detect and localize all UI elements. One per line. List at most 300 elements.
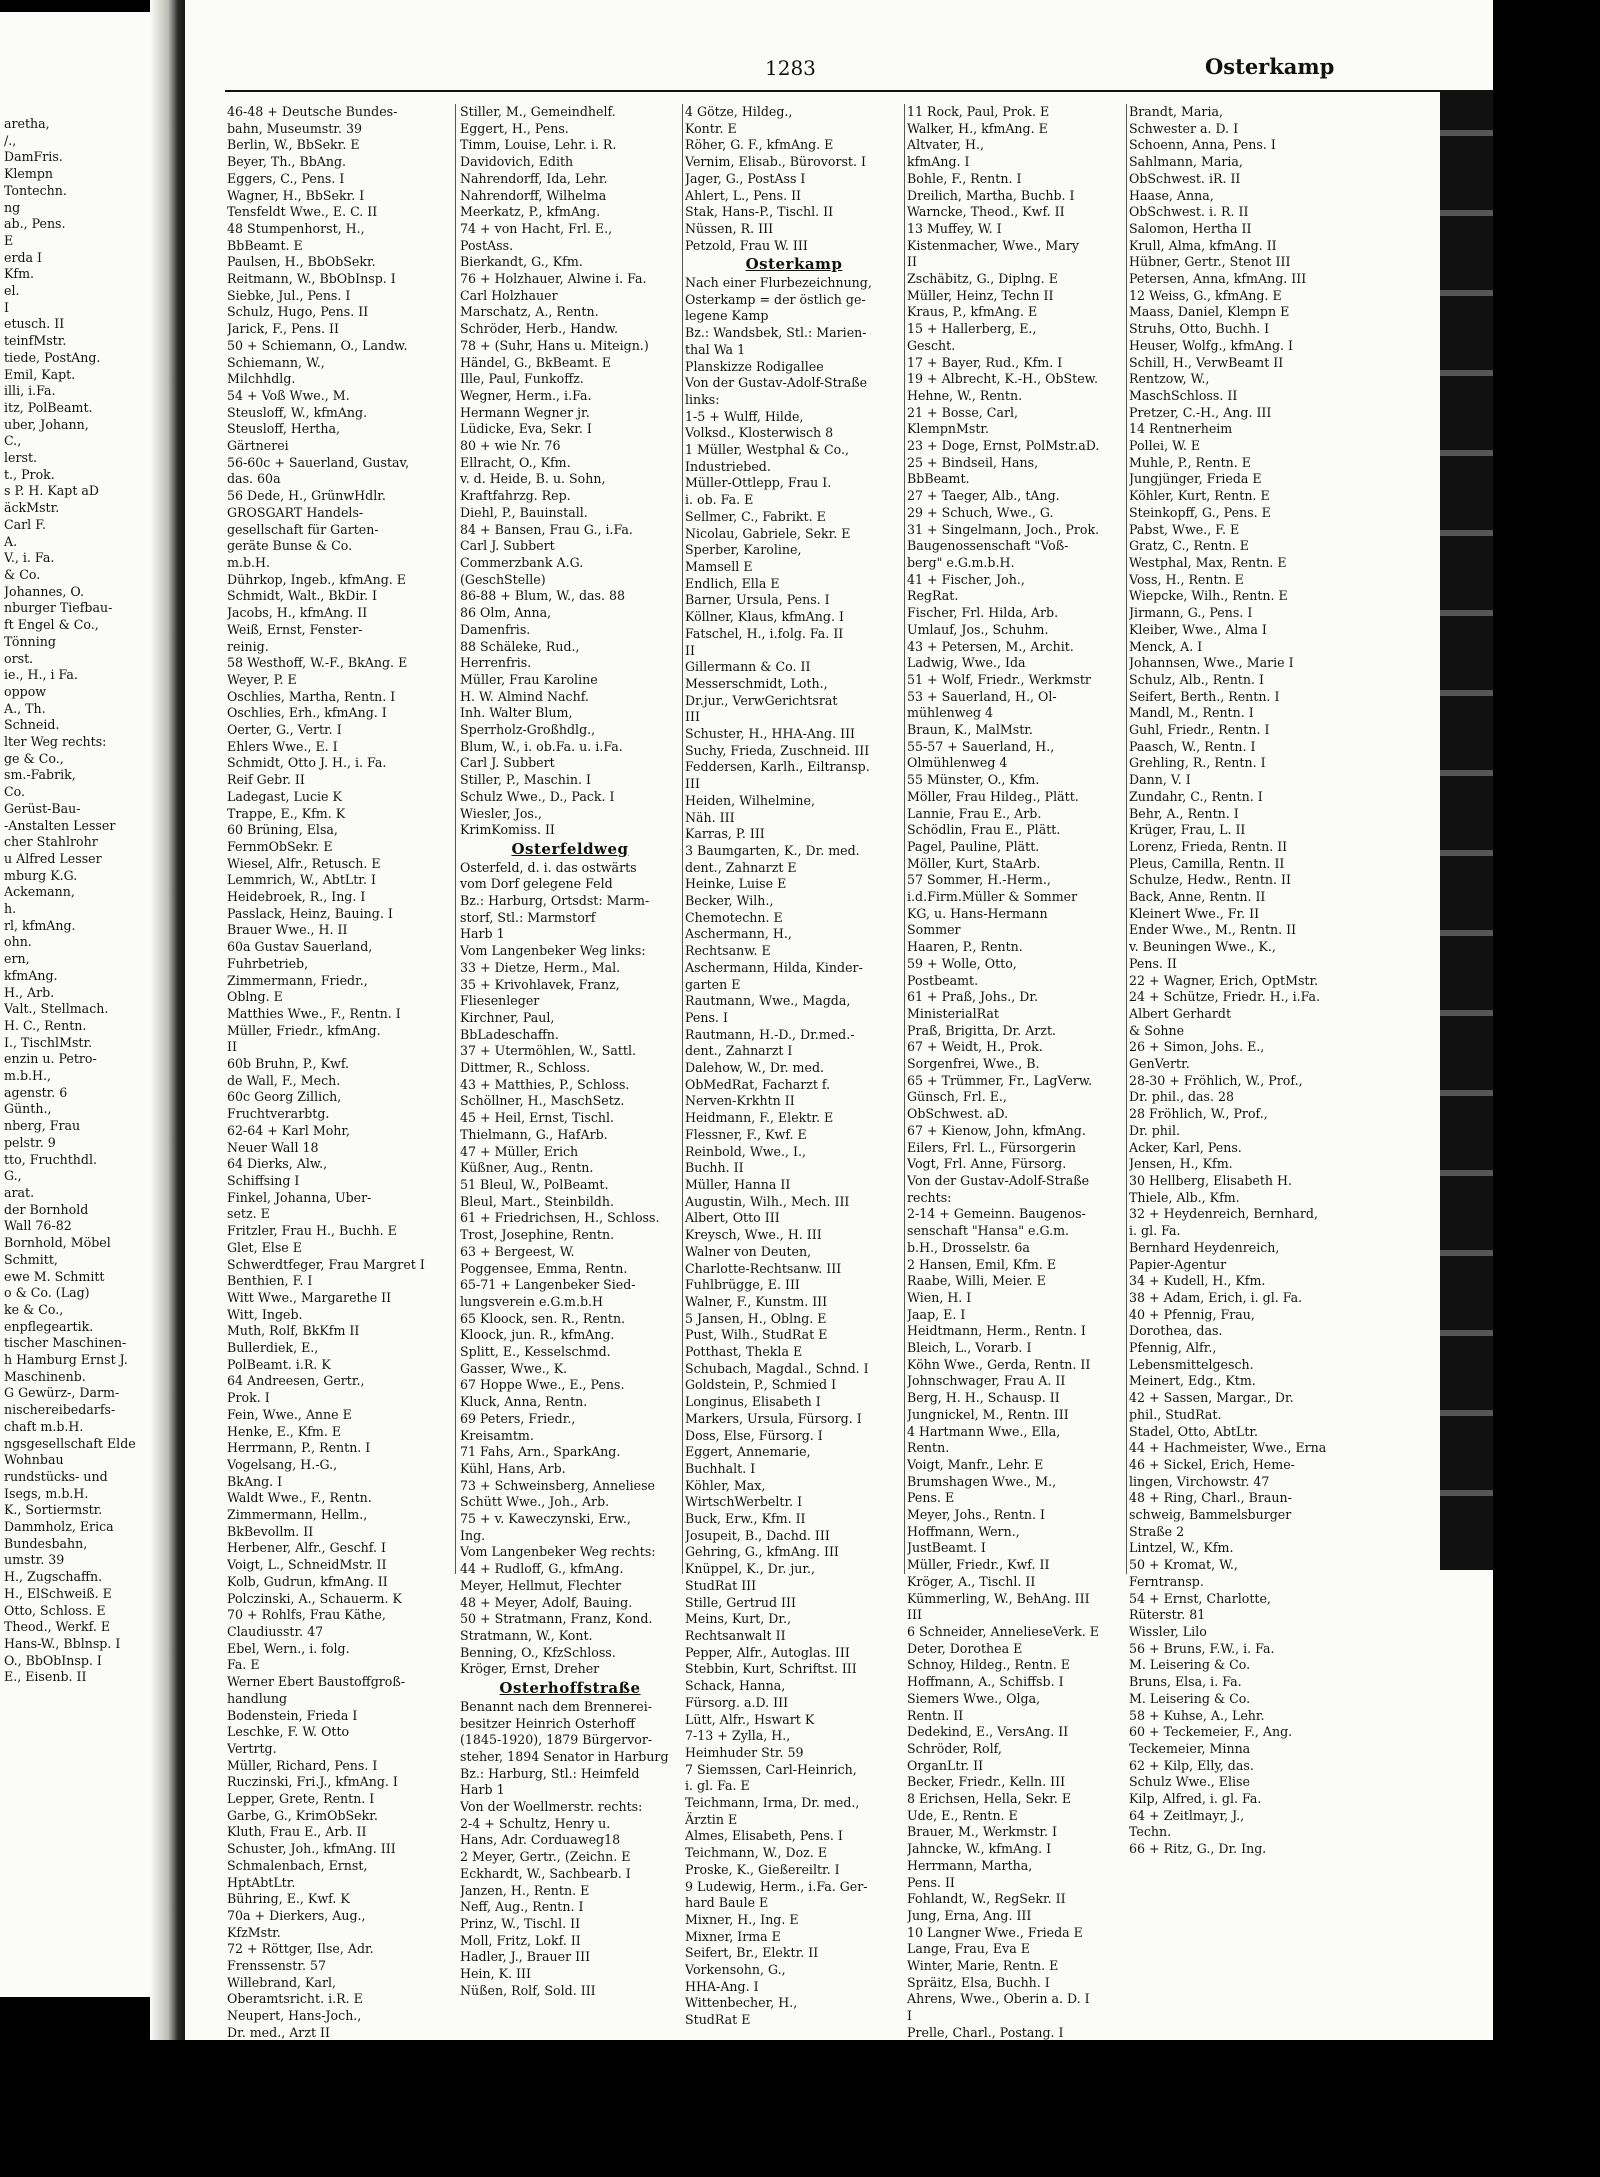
directory-entry: Thiele, Alb., Kfm. <box>1129 1189 1240 1205</box>
directory-entry: Möller, Frau Hildeg., Plätt. <box>907 788 1079 804</box>
column-divider <box>904 104 905 1574</box>
directory-entry: 37 + Utermöhlen, W., Sattl. <box>460 1043 637 1059</box>
directory-entry: Flessner, F., Kwf. E <box>685 1126 807 1142</box>
directory-entry: E <box>4 232 14 248</box>
directory-entry: Herrmann, P., Rentn. I <box>227 1440 371 1456</box>
directory-entry: E., Eisenb. II <box>4 1669 87 1685</box>
directory-entry: Müller, Frau Karoline <box>460 671 598 687</box>
directory-entry: Spräitz, Elsa, Buchh. I <box>907 1974 1050 1990</box>
directory-entry: Doss, Else, Fürsorg. I <box>685 1427 823 1443</box>
directory-entry: Garbe, G., KrimObSekr. <box>227 1807 378 1823</box>
directory-entry: Fohlandt, W., RegSekr. II <box>907 1891 1066 1907</box>
directory-entry: Fliesenleger <box>460 993 540 1009</box>
directory-entry: III <box>685 709 700 725</box>
running-head: Osterkamp <box>1205 54 1335 79</box>
directory-entry: Kreysch, Wwe., H. III <box>685 1227 822 1243</box>
directory-entry: Werner Ebert Baustoffgroß- <box>227 1674 406 1690</box>
directory-entry: Finkel, Johanna, Uber- <box>227 1189 372 1205</box>
directory-entry: Harb 1 <box>460 1782 505 1798</box>
directory-entry: Meyer, Hellmut, Flechter <box>460 1577 622 1593</box>
directory-entry: i. gl. Fa. <box>1129 1223 1181 1239</box>
directory-column-2 <box>460 104 680 1999</box>
directory-entry: Johannes, O. <box>4 583 84 599</box>
directory-entry: Fürsorg. a.D. III <box>685 1694 789 1710</box>
directory-entry: Kleiber, Wwe., Alma I <box>1129 621 1267 637</box>
directory-entry: Schulz, Hugo, Pens. II <box>227 304 369 320</box>
directory-entry: reinig. <box>227 638 269 654</box>
directory-entry: Heidebroek, R., Ing. I <box>227 889 366 905</box>
directory-entry: 60a Gustav Sauerland, <box>227 939 373 955</box>
directory-entry: Pens. II <box>907 1874 955 1890</box>
directory-entry: 31 + Singelmann, Joch., Prok. <box>907 521 1100 537</box>
directory-entry: Voigt, L., SchneidMstr. II <box>227 1557 387 1573</box>
directory-entry: 64 Andreesen, Gertr., <box>227 1373 365 1389</box>
directory-entry: M. Leisering & Co. <box>1129 1690 1251 1706</box>
directory-entry: 63 + Bergeest, W. <box>460 1243 575 1259</box>
directory-entry: das. 60a <box>227 471 281 487</box>
directory-entry: Berlin, W., BbSekr. E <box>227 137 360 153</box>
directory-entry: GROSGART Handels- <box>227 504 364 520</box>
directory-entry: Eckhardt, W., Sachbearb. I <box>460 1865 631 1881</box>
directory-entry: Brandt, Maria, <box>1129 104 1223 119</box>
directory-entry: Benthien, F. I <box>227 1273 313 1289</box>
directory-entry: /., <box>4 132 17 148</box>
directory-entry: 66 + Ritz, G., Dr. Ing. <box>1129 1841 1267 1857</box>
directory-entry: Hoffmann, A., Schiffsb. I <box>907 1674 1064 1690</box>
page-header <box>185 50 1485 90</box>
directory-entry: 10 Langner Wwe., Frieda E <box>907 1924 1083 1940</box>
directory-entry: Oschlies, Erh., kfmAng. I <box>227 705 387 721</box>
directory-entry: Meerkatz, P., kfmAng. <box>460 204 601 220</box>
directory-entry: 15 + Hallerberg, E., <box>907 321 1037 337</box>
directory-entry: 67 Hoppe Wwe., E., Pens. <box>460 1377 625 1393</box>
directory-entry: Endlich, Ella E <box>685 575 780 591</box>
directory-entry: Karras, P. III <box>685 826 765 842</box>
directory-entry: 54 + Ernst, Charlotte, <box>1129 1590 1271 1606</box>
directory-entry: 3 Baumgarten, K., Dr. med. <box>685 842 860 858</box>
directory-entry: BkBevollm. II <box>227 1523 314 1539</box>
directory-entry: 60c Georg Zillich, <box>227 1089 342 1105</box>
directory-entry: Brauer Wwe., H. II <box>227 922 348 938</box>
directory-entry: ft Engel & Co., <box>4 617 99 633</box>
directory-entry: 86 Olm, Anna, <box>460 605 552 621</box>
directory-entry: Siebke, Jul., Pens. I <box>227 287 351 303</box>
directory-entry: Heimhuder Str. 59 <box>685 1744 804 1760</box>
directory-entry: ke & Co., <box>4 1301 64 1317</box>
directory-entry: Bierkandt, G., Kfm. <box>460 254 583 270</box>
directory-entry: 2 Meyer, Gertr., (Zeichn. E <box>460 1849 631 1865</box>
directory-entry: Herrenfris. <box>460 655 532 671</box>
directory-entry: PostAss. <box>460 237 514 253</box>
directory-entry: dent., Zahnarzt I <box>685 1043 793 1059</box>
directory-entry: Krüger, Frau, L. II <box>1129 822 1246 838</box>
directory-entry: Kirchner, Paul, <box>460 1009 555 1025</box>
directory-entry: cher Stahlrohr <box>4 834 98 850</box>
directory-entry: Albert Gerhardt <box>1129 1005 1232 1021</box>
directory-entry: Von der Woellmerstr. rechts: <box>460 1799 643 1815</box>
directory-entry: 50 + Stratmann, Franz, Kond. <box>460 1611 653 1627</box>
directory-entry: 6 Schneider, AnnelieseVerk. E <box>907 1623 1099 1639</box>
directory-entry: Umlauf, Jos., Schuhm. <box>907 621 1049 637</box>
directory-entry: Hans-W., Bblnsp. I <box>4 1635 121 1651</box>
directory-entry: arat. <box>4 1185 35 1200</box>
directory-entry: Sahlmann, Maria, <box>1129 154 1243 170</box>
directory-entry: 51 Bleul, W., PolBeamt. <box>460 1177 609 1192</box>
directory-entry: Gehring, G., kfmAng. III <box>685 1544 839 1560</box>
directory-entry: Buchhalt. I <box>685 1460 756 1476</box>
directory-entry: Meyer, Johs., Rentn. I <box>907 1507 1045 1523</box>
directory-entry: Oerter, G., Vertr. I <box>227 722 342 738</box>
directory-entry: 56 Dede, H., GrünwHdlr. <box>227 488 386 504</box>
directory-entry: Eggers, C., Pens. I <box>227 170 345 186</box>
directory-entry: Stratmann, W., Kont. <box>460 1627 593 1643</box>
directory-entry: Schulz, Alb., Rentn. I <box>1129 671 1264 687</box>
directory-entry: Köhn Wwe., Gerda, Rentn. II <box>907 1356 1091 1372</box>
directory-entry: Aschermann, H., <box>685 926 792 942</box>
directory-entry: 51 + Wolf, Friedr., Werkmstr <box>907 671 1091 687</box>
directory-entry: Suchy, Frieda, Zuschneid. III <box>685 742 870 758</box>
directory-entry: (GeschStelle) <box>460 571 546 587</box>
directory-entry: Petzold, Frau W. III <box>685 237 808 253</box>
directory-entry: Rechtsanw. E <box>685 943 771 959</box>
header-rule <box>225 90 1470 92</box>
directory-entry: Stak, Hans-P., Tischl. II <box>685 204 834 220</box>
directory-entry: 1 Müller, Westphal & Co., <box>685 442 849 458</box>
directory-entry: 2-14 + Gemeinn. Baugenos- <box>907 1206 1086 1222</box>
directory-entry: bahn, Museumstr. 39 <box>227 120 362 136</box>
directory-entry: 56-60c + Sauerland, Gustav, <box>227 454 410 470</box>
directory-entry: Neff, Aug., Rentn. I <box>460 1899 584 1915</box>
directory-entry: Ahlert, L., Pens. II <box>685 187 802 203</box>
directory-entry: Krull, Alma, kfmAng. II <box>1129 237 1277 253</box>
directory-entry: Guhl, Friedr., Rentn. I <box>1129 722 1270 738</box>
directory-entry: Johnschwager, Frau A. II <box>907 1373 1066 1389</box>
directory-entry: Kistenmacher, Wwe., Mary <box>907 237 1079 253</box>
directory-entry: Fein, Wwe., Anne E <box>227 1406 352 1422</box>
directory-entry: ge & Co., <box>4 750 64 766</box>
directory-entry: Damenfris. <box>460 621 531 637</box>
directory-entry: t., Prok. <box>4 466 55 482</box>
directory-entry: Schmalenbach, Ernst, <box>227 1857 368 1873</box>
directory-entry: Pens. E <box>907 1490 955 1506</box>
directory-entry: GenVertr. <box>1129 1056 1190 1072</box>
directory-entry: 75 + v. Kaweczynski, Erw., <box>460 1511 631 1527</box>
directory-entry: Kloock, jun. R., kfmAng. <box>460 1327 615 1343</box>
directory-entry: itz, PolBeamt. <box>4 399 93 415</box>
directory-entry: Nach einer Flurbezeichnung, <box>685 275 872 291</box>
directory-entry: agenstr. 6 <box>4 1084 68 1100</box>
directory-entry: Schulz Wwe., D., Pack. I <box>460 788 615 804</box>
directory-entry: 65-71 + Langenbeker Sied- <box>460 1277 636 1293</box>
directory-entry: Reif Gebr. II <box>227 772 305 788</box>
directory-entry: Ille, Paul, Funkoffz. <box>460 371 584 387</box>
directory-entry: Bullerdiek, E., <box>227 1340 319 1356</box>
directory-entry: mburg K.G. <box>4 867 78 883</box>
directory-entry: Gillermann & Co. II <box>685 659 811 675</box>
directory-entry: Dedekind, E., VersAng. II <box>907 1724 1069 1740</box>
directory-entry: Stiller, P., Maschin. I <box>460 772 591 788</box>
directory-entry: Planskizze Rodigallee <box>685 358 824 374</box>
directory-entry: Osterfeld, d. i. das ostwärts <box>460 859 637 875</box>
directory-entry: Hoffmann, Wern., <box>907 1523 1020 1539</box>
directory-entry: 76 + Holzhauer, Alwine i. Fa. <box>460 271 647 287</box>
directory-entry: Lintzel, W., Kfm. <box>1129 1540 1234 1556</box>
directory-entry: Haase, Anna, <box>1129 187 1214 203</box>
directory-entry: 58 Westhoff, W.-F., BkAng. E <box>227 655 408 671</box>
column-divider <box>455 104 456 1574</box>
directory-entry: Nerven-Krkhtn II <box>685 1093 795 1109</box>
directory-entry: 67 + Weidt, H., Prok. <box>907 1039 1043 1055</box>
directory-entry: Schütt Wwe., Joh., Arb. <box>460 1494 610 1510</box>
directory-entry: Vom Langenbeker Weg rechts: <box>460 1544 656 1560</box>
directory-entry: Becker, Wilh., <box>685 893 774 909</box>
directory-entry: 26 + Simon, Johs. E., <box>1129 1039 1265 1055</box>
directory-entry: 22 + Wagner, Erich, OptMstr. <box>1129 972 1319 988</box>
directory-entry: Brumshagen Wwe., M., <box>907 1473 1057 1489</box>
directory-entry: Ahrens, Wwe., Oberin a. D. I <box>907 1991 1090 2007</box>
directory-entry: mühlenweg 4 <box>907 705 994 721</box>
directory-entry: Kröger, A., Tischl. II <box>907 1573 1036 1589</box>
directory-entry: Straße 2 <box>1129 1523 1185 1539</box>
directory-entry: Davidovich, Edith <box>460 154 574 170</box>
directory-entry: 21 + Bosse, Carl, <box>907 404 1019 420</box>
directory-entry: Steusloff, W., kfmAng. <box>227 404 368 420</box>
directory-entry: HHA-Ang. I <box>685 1978 759 1994</box>
directory-entry: handlung <box>227 1690 288 1706</box>
directory-entry: KfzMstr. <box>227 1924 281 1940</box>
directory-entry: Schubach, Magdal., Schnd. I <box>685 1360 869 1376</box>
directory-entry: Industriebed. <box>685 458 771 474</box>
directory-entry: Behr, A., Rentn. I <box>1129 805 1239 821</box>
directory-entry: Theod., Werkf. E <box>4 1619 111 1635</box>
directory-entry: Lemmrich, W., AbtLtr. I <box>227 872 376 888</box>
directory-entry: Almes, Elisabeth, Pens. I <box>685 1828 843 1844</box>
directory-entry: II <box>907 254 917 270</box>
directory-entry: Tontechn. <box>4 182 67 198</box>
directory-entry: 54 + Voß Wwe., M. <box>227 387 350 403</box>
directory-entry: Dr. med., Arzt II <box>227 2024 330 2040</box>
directory-entry: -Anstalten Lesser <box>4 817 116 833</box>
directory-entry: Prinz, W., Tischl. II <box>460 1915 581 1931</box>
directory-entry: C., <box>4 433 22 449</box>
directory-column-5 <box>1129 104 1347 1858</box>
directory-entry: 88 Schäleke, Rud., <box>460 638 580 654</box>
directory-entry: JustBeamt. I <box>907 1540 986 1556</box>
directory-entry: 70 + Rohlfs, Frau Käthe, <box>227 1607 386 1623</box>
directory-entry: A., Th. <box>4 700 46 716</box>
directory-entry: Schmidt, Walt., BkDir. I <box>227 588 377 604</box>
directory-entry: Petersen, Anna, kfmAng. III <box>1129 271 1307 287</box>
directory-column-1 <box>227 104 452 2058</box>
directory-entry: H. W. Almind Nachf. <box>460 688 589 704</box>
directory-entry: ohn. <box>4 934 32 950</box>
directory-entry: ngsgesellschaft Elde <box>4 1435 136 1451</box>
directory-entry: nburger Tiefbau- <box>4 600 113 616</box>
directory-entry: Marschatz, A., Rentn. <box>460 304 599 320</box>
directory-entry: 13 Muffey, W. I <box>907 220 1002 236</box>
directory-entry: Günsch, Frl. E., <box>907 1089 1007 1105</box>
directory-entry: Teckemeier, Minna <box>1129 1740 1251 1756</box>
directory-entry: Kreisamtm. <box>460 1427 534 1443</box>
directory-entry: Nahrendorff, Wilhelma <box>460 187 607 203</box>
directory-entry: Sommer <box>907 922 961 938</box>
directory-entry: Fritzler, Frau H., Buchh. E <box>227 1223 397 1239</box>
directory-entry: Müller-Ottlepp, Frau I. <box>685 475 832 491</box>
directory-entry: BbBeamt. <box>907 471 970 487</box>
directory-entry: Hein, K. III <box>460 1966 531 1982</box>
directory-entry: 55 Münster, O., Kfm. <box>907 772 1040 788</box>
directory-entry: Commerzbank A.G. <box>460 554 584 570</box>
directory-entry: 65 + Trümmer, Fr., LagVerw. <box>907 1072 1093 1088</box>
directory-entry: Ing. <box>460 1527 486 1543</box>
directory-entry: Muth, Rolf, BkKfm II <box>227 1323 360 1339</box>
directory-entry: Barner, Ursula, Pens. I <box>685 592 830 608</box>
directory-entry: Kontr. E <box>685 120 737 136</box>
directory-entry: enzin u. Petro- <box>4 1051 97 1067</box>
directory-entry: Rautmann, H.-D., Dr.med.- <box>685 1026 855 1042</box>
directory-entry: BkAng. I <box>227 1473 283 1489</box>
directory-entry: Steinkopff, G., Pens. E <box>1129 504 1271 520</box>
directory-entry: II <box>685 642 695 658</box>
directory-entry: 61 + Praß, Johs., Dr. <box>907 989 1038 1005</box>
directory-entry: kfmAng. I <box>907 154 970 170</box>
directory-entry: steher, 1894 Senator in Harburg <box>460 1748 669 1764</box>
directory-entry: Glet, Else E <box>227 1239 302 1255</box>
directory-entry: Röher, G. F., kfmAng. E <box>685 137 834 153</box>
directory-entry: Ellracht, O., Kfm. <box>460 454 571 470</box>
directory-entry: Prok. I <box>227 1390 270 1406</box>
directory-entry: Zimmermann, Friedr., <box>227 972 368 988</box>
directory-entry: Nahrendorff, Ida, Lehr. <box>460 170 608 186</box>
directory-entry: Sellmer, C., Fabrikt. E <box>685 508 826 524</box>
directory-entry: Jirmann, G., Pens. I <box>1129 605 1253 621</box>
directory-entry: Wegner, Herm., i.Fa. <box>460 387 592 403</box>
directory-entry: Braun, K., MalMstr. <box>907 722 1033 738</box>
directory-entry: Oberamtsricht. i.R. E <box>227 1991 363 2007</box>
directory-entry: setz. E <box>227 1206 270 1222</box>
directory-entry: Schoenn, Anna, Pens. I <box>1129 137 1276 153</box>
directory-entry: 43 + Petersen, M., Archit. <box>907 638 1074 654</box>
directory-entry: Buck, Erw., Kfm. II <box>685 1511 806 1527</box>
directory-entry: Altvater, H., <box>907 137 984 153</box>
directory-entry: Jung, Erna, Ang. III <box>907 1907 1032 1923</box>
directory-entry: Schwerdtfeger, Frau Margret I <box>227 1256 425 1272</box>
directory-entry: A. <box>4 533 18 549</box>
directory-entry: 43 + Matthies, P., Schloss. <box>460 1076 630 1092</box>
directory-entry: Zimmermann, Hellm., <box>227 1507 368 1523</box>
directory-entry: Tensfeldt Wwe., E. C. II <box>227 204 378 220</box>
directory-entry: 71 Fahs, Arn., SparkAng. <box>460 1444 621 1460</box>
directory-entry: Ladegast, Lucie K <box>227 788 342 804</box>
directory-entry: el. <box>4 283 20 299</box>
directory-entry: Herrmann, Martha, <box>907 1857 1033 1873</box>
directory-entry: 9 Ludewig, Herm., i.Fa. Ger- <box>685 1878 868 1894</box>
directory-entry: Schneid. <box>4 717 60 733</box>
directory-entry: Meinert, Edg., Ktm. <box>1129 1373 1256 1389</box>
directory-entry: Dr.jur., VerwGerichtsrat <box>685 692 838 708</box>
directory-entry: Stadel, Otto, AbtLtr. <box>1129 1423 1259 1439</box>
directory-entry: Dr. phil. <box>1129 1122 1180 1138</box>
directory-entry: Müller, Heinz, Techn II <box>907 287 1054 303</box>
directory-entry: Schack, Hanna, <box>685 1678 786 1694</box>
directory-entry: Buchh. II <box>685 1160 744 1176</box>
directory-entry: 62 + Kilp, Elly, das. <box>1129 1757 1254 1773</box>
directory-entry: Co. <box>4 784 25 800</box>
directory-entry: Ferntransp. <box>1129 1573 1204 1589</box>
directory-entry: Benannt nach dem Brennerei- <box>460 1698 653 1714</box>
directory-entry: Menck, A. I <box>1129 638 1203 654</box>
directory-entry: Bleul, Mart., Steinbildh. <box>460 1193 614 1209</box>
directory-entry: Schuster, H., HHA-Ang. III <box>685 726 856 742</box>
directory-entry: lter Weg rechts: <box>4 734 107 750</box>
directory-entry: 23 + Doge, Ernst, PolMstr.aD. <box>907 438 1100 454</box>
directory-entry: Lorenz, Frieda, Rentn. II <box>1129 838 1288 854</box>
directory-entry: rl, kfmAng. <box>4 917 76 933</box>
directory-entry: Pretzer, C.-H., Ang. III <box>1129 404 1272 420</box>
directory-entry: Augustin, Wilh., Mech. III <box>685 1193 850 1209</box>
directory-entry: Johannsen, Wwe., Marie I <box>1129 655 1294 671</box>
directory-entry: tto, Fruchthdl. <box>4 1151 98 1167</box>
directory-entry: Weyer, P. E <box>227 671 297 687</box>
directory-entry: MaschSchloss. II <box>1129 387 1238 403</box>
directory-entry: G., <box>4 1168 22 1184</box>
directory-entry: thal Wa 1 <box>685 341 746 357</box>
directory-entry: 64 + Zeitlmayr, J., <box>1129 1807 1245 1823</box>
directory-entry: Walker, H., kfmAng. E <box>907 120 1048 136</box>
directory-entry: Longinus, Elisabeth I <box>685 1394 821 1410</box>
directory-entry: K., Sortiermstr. <box>4 1502 103 1518</box>
directory-entry: Witt, Ingeb. <box>227 1306 303 1322</box>
directory-entry: Vogelsang, H.-G., <box>227 1456 338 1472</box>
directory-entry: links: <box>685 391 720 407</box>
directory-entry: 46 + Sickel, Erich, Heme- <box>1129 1456 1295 1472</box>
directory-entry: Pens. I <box>685 1009 728 1025</box>
directory-entry: Fischer, Frl. Hilda, Arb. <box>907 605 1059 621</box>
directory-entry: b.H., Drosselstr. 6a <box>907 1239 1030 1255</box>
directory-entry: ewe M. Schmitt <box>4 1268 105 1284</box>
directory-entry: Kilp, Alfred, i. gl. Fa. <box>1129 1791 1262 1807</box>
directory-entry: Claudiusstr. 47 <box>227 1623 324 1639</box>
directory-entry: Wohnbau <box>4 1452 64 1468</box>
directory-entry: lerst. <box>4 450 38 466</box>
directory-entry: Gasser, Wwe., K. <box>460 1360 568 1376</box>
directory-entry: Janzen, H., Rentn. E <box>460 1882 590 1898</box>
directory-entry: Schöllner, H., MaschSetz. <box>460 1093 625 1109</box>
directory-entry: Schnoy, Hildeg., Rentn. E <box>907 1657 1070 1673</box>
directory-entry: Jensen, H., Kfm. <box>1129 1156 1233 1172</box>
directory-entry: berg" e.G.m.b.H. <box>907 554 1015 570</box>
directory-entry: ab., Pens. <box>4 216 66 232</box>
directory-entry: Kühl, Hans, Arb. <box>460 1460 566 1476</box>
directory-entry: I <box>4 299 9 315</box>
directory-entry: H. C., Rentn. <box>4 1017 87 1033</box>
book-gutter <box>150 0 190 2060</box>
directory-entry: 44 + Hachmeister, Wwe., Erna <box>1129 1440 1327 1456</box>
directory-entry: Köllner, Klaus, kfmAng. I <box>685 609 844 625</box>
directory-entry: 48 Stumpenhorst, H., <box>227 220 365 236</box>
directory-entry: Heiden, Wilhelmine, <box>685 792 816 808</box>
directory-entry: RegRat. <box>907 588 959 604</box>
directory-entry: II <box>227 1039 237 1055</box>
directory-entry: 35 + Krivohlavek, Franz, <box>460 976 620 992</box>
directory-entry: 29 + Schuch, Wwe., G. <box>907 504 1054 520</box>
directory-entry: Pollei, W. E <box>1129 438 1201 454</box>
directory-entry: Lange, Frau, Eva E <box>907 1941 1030 1957</box>
directory-entry: Pagel, Pauline, Plätt. <box>907 838 1040 854</box>
directory-entry: Trappe, E., Kfm. K <box>227 805 346 821</box>
directory-entry: Nüßen, Rolf, Sold. III <box>460 1982 596 1998</box>
directory-entry: ie., H., i Fa. <box>4 667 78 683</box>
